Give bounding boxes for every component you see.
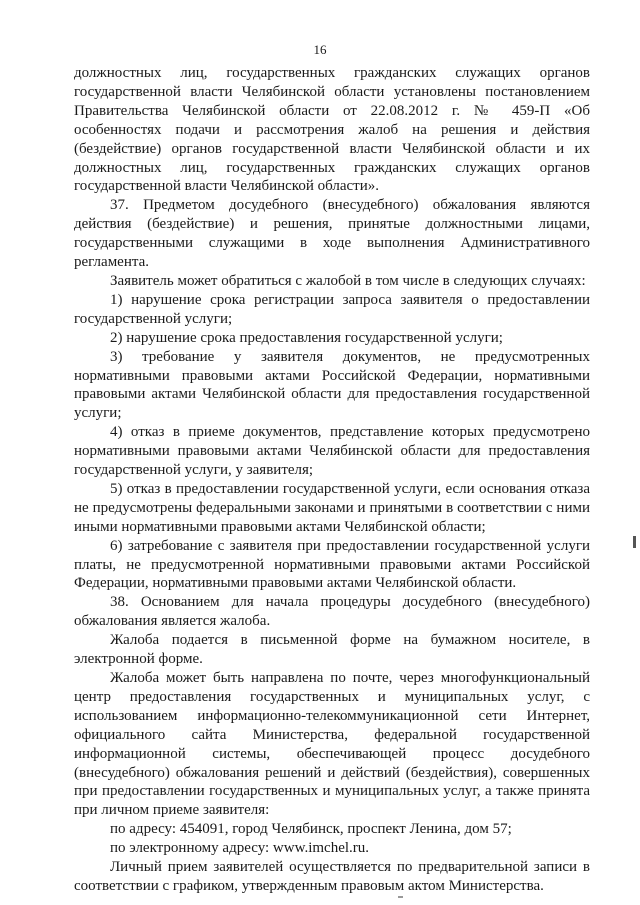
email-address: по электронному адресу: www.imchel.ru. xyxy=(110,840,370,857)
page-number: 16 xyxy=(313,42,327,57)
list-item-1: 1) нарушение срока регистрации запроса заявителя о предоставлении государственной услуги; xyxy=(74,291,590,327)
document-body xyxy=(74,64,590,896)
list-item-2: 2) нарушение срока предоставления государственной услуги; xyxy=(110,329,503,346)
paragraph-cases-intro: Заявитель может обратиться с жалобой в том числе в следующих случаях: xyxy=(110,272,586,289)
scan-edge-mark xyxy=(633,536,636,548)
paragraph-complaint-rules-continuation: должностных лиц, государственных гражданских служащих органов государственной власти Челябинской области установлены постановлением Правительства Челябинской области от 22.08.2012 г. № 459-П «Об особенностях подачи и рассмотрения жалоб на решения и действия (бездействие) органов государственной власти Челябинской области и их должностных лиц, государственных гражданских служащих органов государственной власти Челябинской области». xyxy=(74,65,590,195)
scan-speck xyxy=(398,896,403,898)
paragraph-complaint-channels: Жалоба может быть направлена по почте, через многофункциональный центр предоставления государственных и муниципальных услуг, с использованием информационно-телекоммуникационной сети Интернет, официального сайта Министерства, федеральной государственной информационной системы, обеспечивающей процесс досудебного (внесудебного) обжалования решений и действий (бездействия), совершенных при предоставлении государственных и муниципальных услуг, а также принята при личном приеме заявителя: xyxy=(74,670,590,819)
list-item-4: 4) отказ в приеме документов, представление которых предусмотрено нормативными правовыми актами Челябинской области для предоставления государственной услуги, у заявителя; xyxy=(74,424,590,479)
paragraph-38-grounds: 38. Основанием для начала процедуры досудебного (внесудебного) обжалования является жалоба. xyxy=(74,594,590,630)
paragraph-complaint-form: Жалоба подается в письменной форме на бумажном носителе, в электронной форме. xyxy=(74,632,590,668)
list-item-3: 3) требование у заявителя документов, не предусмотренных нормативными правовыми актами Российской Федерации, нормативными правовыми актами Челябинской области для предоставления государственной услуги; xyxy=(74,348,590,422)
paragraph-personal-reception: Личный прием заявителей осуществляется по предварительной записи в соответствии с графиком, утвержденным правовым актом Министерства. xyxy=(74,859,590,894)
list-item-6: 6) затребование с заявителя при предоставлении государственной услуги платы, не предусмотренной нормативными правовыми актами Российской Федерации, нормативными правовыми актами Челябинской области. xyxy=(74,537,590,592)
paragraph-37-subject: 37. Предметом досудебного (внесудебного) обжалования являются действия (бездействие) и решения, принятые должностными лицами, государственными служащими в ходе выполнения Административного регламента. xyxy=(74,197,590,271)
list-item-5: 5) отказ в предоставлении государственной услуги, если основания отказа не предусмотрены федеральными законами и принятыми в соответствии с ними иными нормативными правовыми актами Челябинской области; xyxy=(74,480,590,535)
postal-address: по адресу: 454091, город Челябинск, проспект Ленина, дом 57; xyxy=(110,821,512,838)
